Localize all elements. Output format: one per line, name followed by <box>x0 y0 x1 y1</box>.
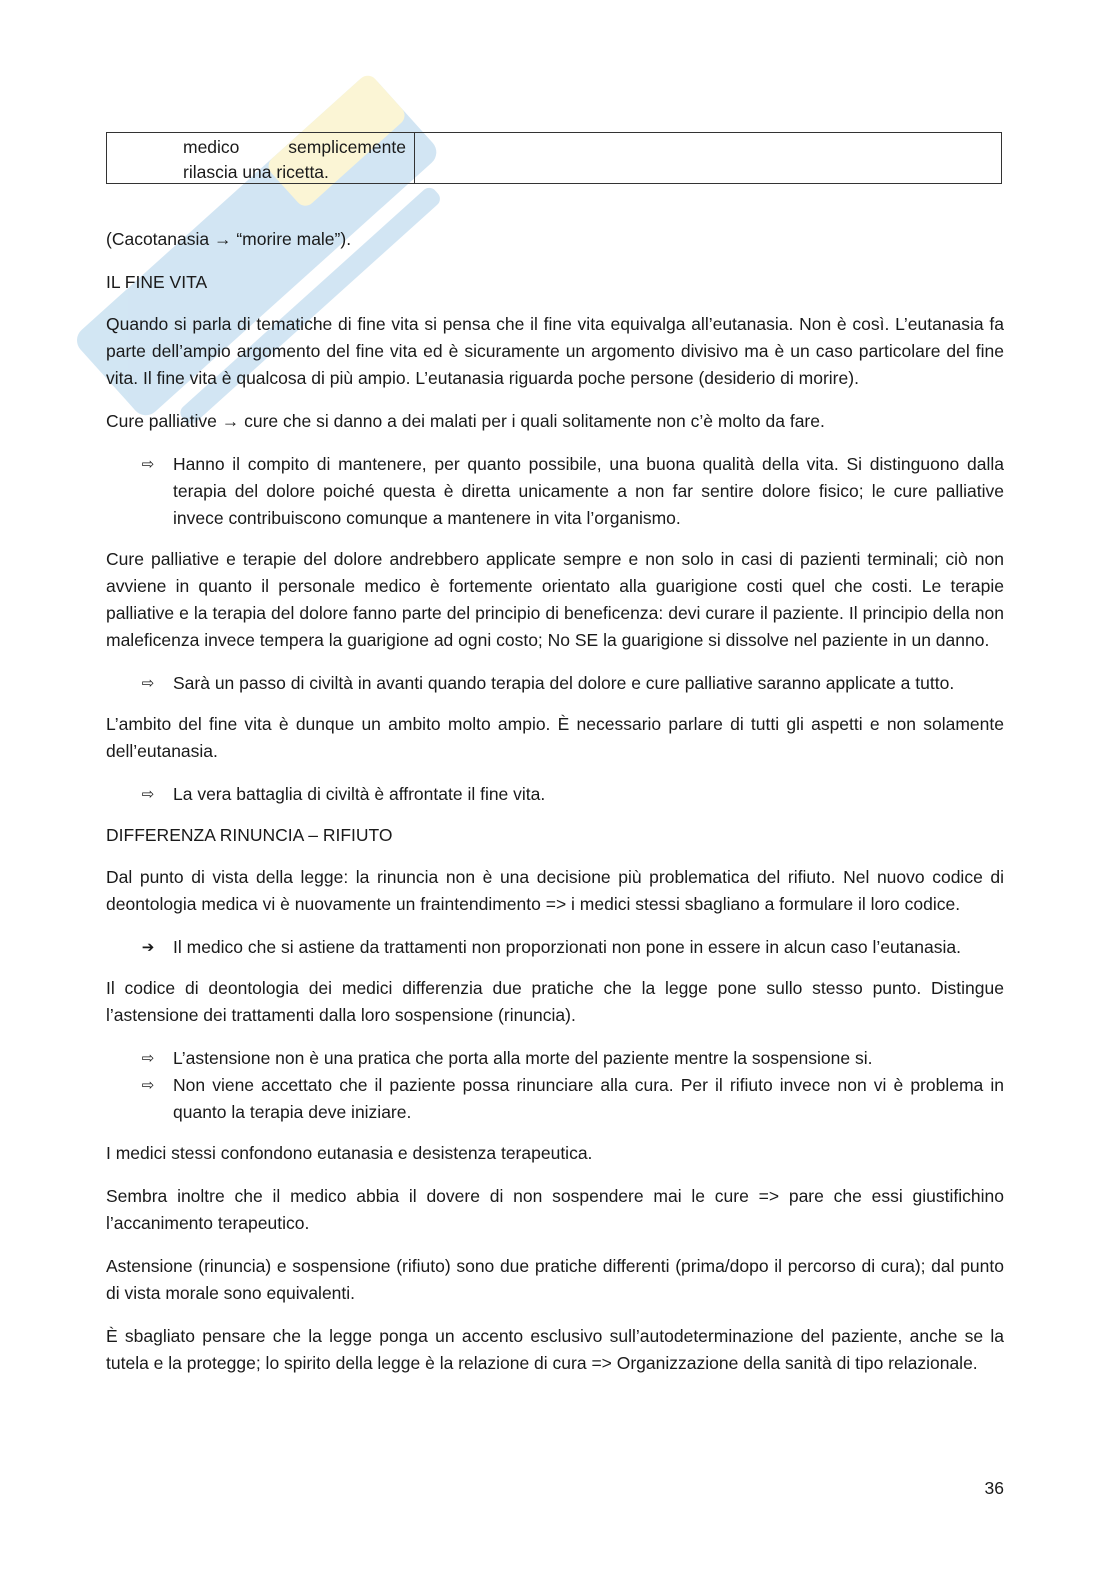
bullet-item <box>106 1072 1004 1126</box>
bullet-item <box>106 670 1004 697</box>
paragraph: Il codice di deontologia dei medici differenzia due pratiche che la legge pone sullo stesso punto. Distingue l’astensione dei trattamenti dalla loro sospensione (rinuncia). <box>106 978 1004 1025</box>
hollow-arrow-icon: ⇨ <box>141 674 155 692</box>
paragraph: Cure palliative → cure che si danno a dei malati per i quali solitamente non c’è molto da fare. <box>106 411 825 431</box>
bullet-item <box>106 934 1004 961</box>
paragraph: È sbagliato pensare che la legge ponga un accento esclusivo sull’autodeterminazione del paziente, anche se la tutela e la protegge; lo spirito della legge è la relazione di cura => Organizzazione della sanità di tipo relazionale. <box>106 1326 1004 1373</box>
hollow-arrow-icon: ⇨ <box>141 1049 155 1067</box>
paragraph: Sembra inoltre che il medico abbia il dovere di non sospendere mai le cure => pare che essi giustifichino l’accanimento terapeutico. <box>106 1186 1004 1233</box>
bullet-list <box>106 670 1004 697</box>
page-number: 36 <box>984 1478 1004 1498</box>
bullet-list <box>106 451 1004 532</box>
solid-arrow-icon: ➔ <box>141 938 155 956</box>
table-cell-line: rilascia una ricetta. <box>183 162 329 182</box>
bullet-list <box>106 1045 1004 1126</box>
bullet-item <box>106 1045 1004 1072</box>
paragraph-cacotanasia: (Cacotanasia → “morire male”). <box>106 229 352 249</box>
section-heading-fine-vita: IL FINE VITA <box>106 272 208 292</box>
hollow-arrow-icon: ⇨ <box>141 785 155 803</box>
table-cell-empty <box>415 133 1001 183</box>
bullet-text: L’astensione non è una pratica che porta alla morte del paziente mentre la sospensione si. <box>173 1048 873 1068</box>
section-heading-differenza: DIFFERENZA RINUNCIA – RIFIUTO <box>106 825 393 845</box>
bullet-text: Hanno il compito di mantenere, per quanto possibile, una buona qualità della vita. Si distinguono dalla terapia del dolore poiché questa è diretta unicamente a non far sentire dolore fisico; le cure palliative invece contribuiscono comunque a mantenere in vita l’organismo. <box>173 454 1004 528</box>
bullet-text: Non viene accettato che il paziente possa rinunciare alla cura. Per il rifiuto invece non vi è problema in quanto la terapia deve iniziare. <box>173 1075 1004 1122</box>
paragraph: L’ambito del fine vita è dunque un ambito molto ampio. È necessario parlare di tutti gli aspetti e non solamente dell’eutanasia. <box>106 714 1004 761</box>
paragraph: Quando si parla di tematiche di fine vita si pensa che il fine vita equivalga all’eutanasia. Non è così. L’eutanasia fa parte dell’ampio argomento del fine vita ed è sicuramente un argomento divisivo ma è un caso particolare del fine vita. Il fine vita è qualcosa di più ampio. L’eutanasia riguarda poche persone (desiderio di morire). <box>106 314 1004 388</box>
bullet-list <box>106 781 1004 808</box>
document-body <box>106 226 1004 1393</box>
table-cell <box>107 133 415 183</box>
bullet-item <box>106 451 1004 532</box>
continued-table <box>106 132 1002 184</box>
hollow-arrow-icon: ⇨ <box>141 1076 155 1094</box>
table-cell-line: medico semplicemente <box>183 137 406 157</box>
hollow-arrow-icon: ⇨ <box>141 455 155 473</box>
paragraph: Dal punto di vista della legge: la rinuncia non è una decisione più problematica del rifiuto. Nel nuovo codice di deontologia medica vi è nuovamente un fraintendimento => i medici stessi sbagliano a formulare il loro codice. <box>106 867 1004 914</box>
paragraph: I medici stessi confondono eutanasia e desistenza terapeutica. <box>106 1143 593 1163</box>
paragraph: Cure palliative e terapie del dolore andrebbero applicate sempre e non solo in casi di pazienti terminali; ciò non avviene in quanto il personale medico è fortemente orientato alla guarigione costi quel che costi. Le terapie palliative e la terapia del dolore fanno parte del principio di beneficenza: devi curare il paziente. Il principio della non maleficenza invece tempera la guarigione ad ogni costo; No SE la guarigione si dissolve nel paziente in un danno. <box>106 549 1004 650</box>
bullet-text: Sarà un passo di civiltà in avanti quando terapia del dolore e cure palliative saranno applicate a tutto. <box>173 673 955 693</box>
bullet-list <box>106 934 1004 961</box>
bullet-item <box>106 781 1004 808</box>
paragraph: Astensione (rinuncia) e sospensione (rifiuto) sono due pratiche differenti (prima/dopo il percorso di cura); dal punto di vista morale sono equivalenti. <box>106 1256 1004 1303</box>
bullet-text: La vera battaglia di civiltà è affrontate il fine vita. <box>173 784 546 804</box>
bullet-text: Il medico che si astiene da trattamenti non proporzionati non pone in essere in alcun caso l’eutanasia. <box>173 937 961 957</box>
